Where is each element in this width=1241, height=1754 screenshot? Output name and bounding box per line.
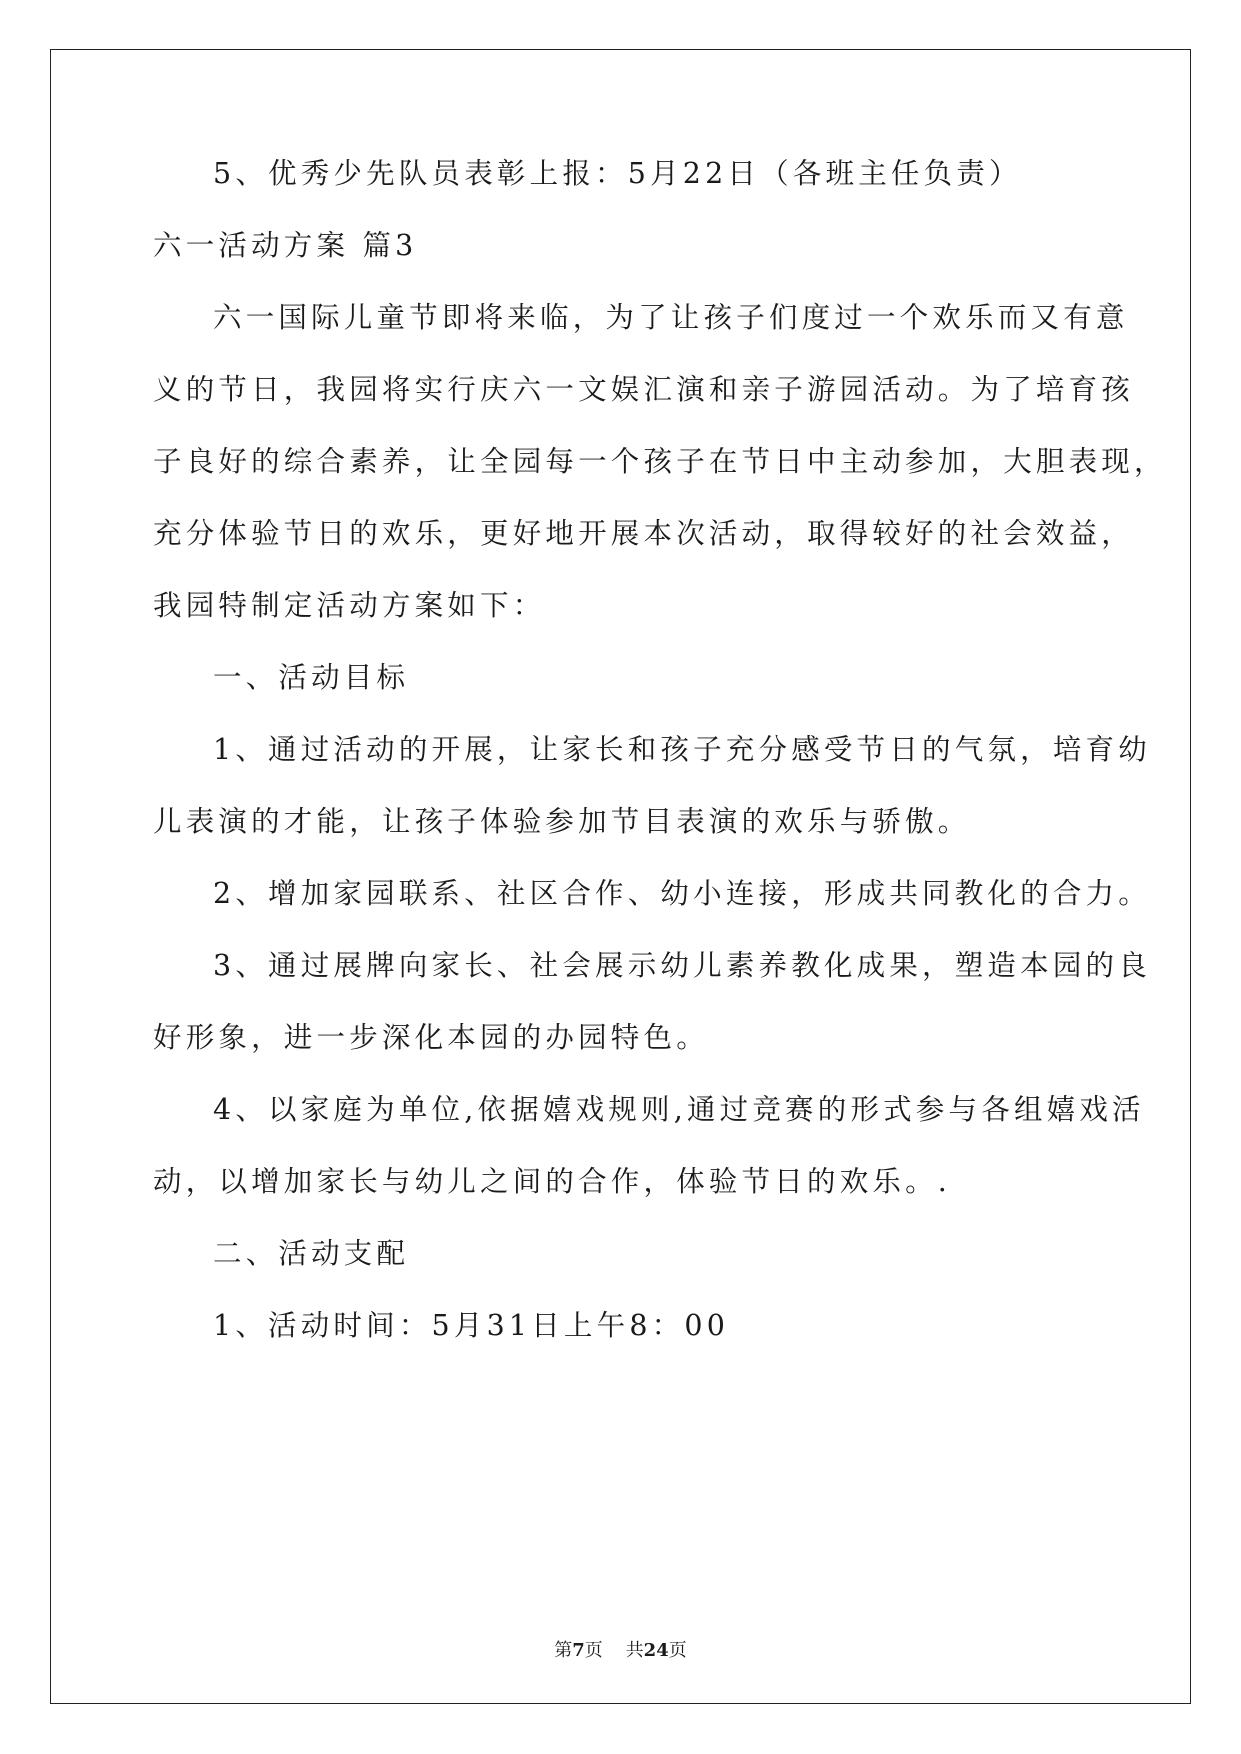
subheading-arrangement: 二、活动支配 — [213, 1237, 410, 1270]
list-item: 3、通过展牌向家长、社会展示幼儿素养教化成果，塑造本园的良 — [213, 949, 1151, 982]
list-item-continuation: 儿表演的才能，让孩子体验参加节目表演的欢乐与骄傲。 — [153, 805, 971, 838]
footer-page-number: 7 — [572, 1640, 585, 1661]
page-footer — [0, 1640, 1241, 1662]
list-item-report-date: 5、优秀少先队员表彰上报：5月22日（各班主任负责） — [213, 157, 1022, 190]
list-item-continuation: 好形象，进一步深化本园的办园特色。 — [153, 1021, 709, 1054]
list-item: 1、活动时间：5月31日上午8：00 — [213, 1309, 730, 1342]
list-item: 4、以家庭为单位,依据嬉戏规则,通过竞赛的形式参与各组嬉戏活 — [213, 1093, 1145, 1126]
list-item: 1、通过活动的开展，让家长和孩子充分感受节日的气氛，培育幼 — [213, 733, 1151, 766]
footer-page-prefix: 第 — [554, 1640, 573, 1661]
paragraph-line: 我园特制定活动方案如下： — [153, 589, 546, 622]
paragraph-line: 六一国际儿童节即将来临，为了让孩子们度过一个欢乐而又有意 — [213, 301, 1129, 334]
footer-total-pages: 24 — [643, 1640, 669, 1661]
footer-page-suffix: 页 — [584, 1640, 603, 1661]
list-item-continuation: 动，以增加家长与幼儿之间的合作，体验节日的欢乐。. — [153, 1165, 952, 1198]
footer-total-suffix: 页 — [668, 1640, 687, 1661]
section-heading: 六一活动方案 篇3 — [153, 229, 418, 262]
subheading-goals: 一、活动目标 — [213, 661, 410, 694]
paragraph-line: 义的节日，我园将实行庆六一文娱汇演和亲子游园活动。为了培育孩 — [153, 373, 1135, 406]
list-item: 2、增加家园联系、社区合作、幼小连接，形成共同教化的合力。 — [213, 877, 1151, 910]
paragraph-line: 子良好的综合素养，让全园每一个孩子在节日中主动参加，大胆表现， — [153, 445, 1167, 478]
footer-total-prefix: 共 — [625, 1640, 644, 1661]
paragraph-line: 充分体验节日的欢乐，更好地开展本次活动，取得较好的社会效益， — [153, 517, 1135, 550]
